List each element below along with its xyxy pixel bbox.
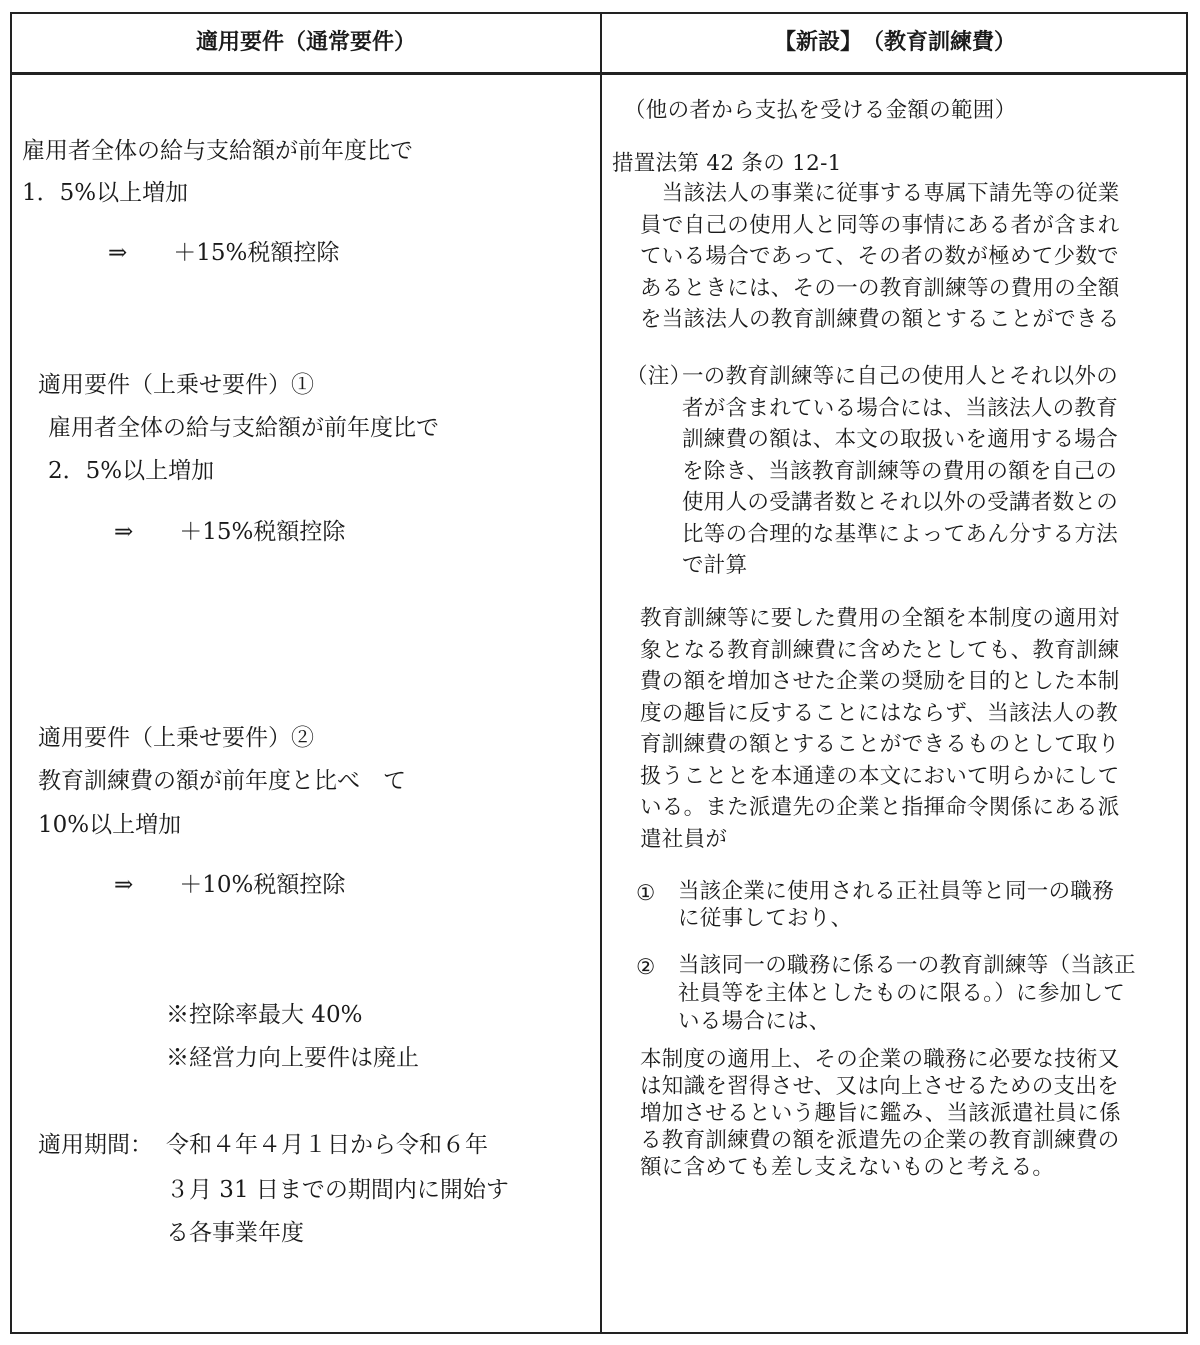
extra-req2-title: 適用要件（上乗せ要件）② bbox=[38, 725, 314, 751]
period-line3: る各事業年度 bbox=[166, 1220, 304, 1246]
text-line: 使用人の受講者数とそれ以外の受講者数との bbox=[682, 490, 1119, 515]
item2-text bbox=[678, 952, 1136, 1036]
extra-req2-line1: 教育訓練費の額が前年度と比べ て bbox=[38, 768, 406, 794]
column-divider bbox=[600, 14, 602, 1332]
note-body bbox=[682, 361, 1118, 582]
paragraph-dispatched-workers bbox=[640, 603, 1120, 855]
extra-req1-result: ⇒ ＋15%税額控除 bbox=[114, 519, 346, 545]
header-divider bbox=[12, 72, 1186, 75]
left-column-header: 適用要件（通常要件） bbox=[195, 30, 416, 55]
text-line: で計算 bbox=[682, 553, 748, 578]
text-line: 扱うこととを本通達の本文において明らかにして bbox=[640, 763, 1120, 789]
text-line: 当該法人の事業に従事する専属下請先等の従業 bbox=[640, 181, 1120, 206]
text-line: 当該企業に使用される正社員等と同一の職務 bbox=[678, 879, 1115, 904]
text-line: 度の趣旨に反することにはならず、当該法人の教 bbox=[640, 700, 1118, 726]
text-line: 比等の合理的な基準によってあん分する方法 bbox=[682, 521, 1119, 547]
period-line1: 令和４年４月１日から令和６年 bbox=[166, 1132, 488, 1158]
normal-req-line2: 1．5%以上増加 bbox=[22, 180, 189, 206]
text-line: 遣社員が bbox=[640, 826, 728, 852]
period-line2: ３月 31 日までの期間内に開始す bbox=[166, 1177, 509, 1203]
text-line: を除き、当該教育訓練等の費用の額を自己の bbox=[682, 458, 1118, 484]
paragraph-conclusion bbox=[640, 1046, 1121, 1181]
text-line: あるときには、その一の教育訓練等の費用の全額 bbox=[640, 275, 1120, 301]
extra-req1-title: 適用要件（上乗せ要件）① bbox=[38, 372, 314, 398]
text-line: 員で自己の使用人と同等の事情にある者が含まれ bbox=[640, 212, 1120, 238]
text-line: 社員等を主体としたものに限る。）に参加して bbox=[678, 981, 1126, 1006]
paragraph-subcontractors bbox=[640, 178, 1120, 336]
text-line: を当該法人の教育訓練費の額とすることができる bbox=[640, 307, 1120, 332]
text-line: ている場合であって、その者の数が極めて少数で bbox=[640, 244, 1119, 269]
text-line: 当該同一の職務に係る一の教育訓練等（当該正 bbox=[678, 953, 1136, 978]
item1-text bbox=[678, 878, 1114, 932]
right-column-header: 【新設】 （教育訓練費） bbox=[773, 30, 1016, 55]
law-reference: 措置法第 42 条の 12-1 bbox=[612, 151, 842, 176]
text-line: いる場合には、 bbox=[678, 1009, 831, 1034]
extra-req2-result: ⇒ ＋10%税額控除 bbox=[114, 872, 346, 898]
item2-marker: ② bbox=[636, 955, 656, 980]
text-line: 象となる教育訓練費に含めたとしても、教育訓練 bbox=[640, 637, 1120, 663]
note-label: （注） bbox=[626, 364, 692, 389]
note-abolished: ※経営力向上要件は廃止 bbox=[166, 1045, 419, 1071]
extra-req2-line2: 10%以上増加 bbox=[38, 812, 182, 838]
period-label: 適用期間： bbox=[38, 1132, 153, 1158]
text-line: 額に含めても差し支えないものと考える。 bbox=[640, 1155, 1055, 1180]
note-max-rate: ※控除率最大 40% bbox=[166, 1002, 363, 1028]
text-line: 一の教育訓練等に自己の使用人とそれ以外の bbox=[682, 364, 1119, 389]
text-line: 訓練費の額は、本文の取扱いを適用する場合 bbox=[682, 427, 1119, 452]
extra-req1-line1: 雇用者全体の給与支給額が前年度比で bbox=[48, 415, 439, 441]
extra-req1-line2: 2．5%以上増加 bbox=[48, 458, 215, 484]
normal-req-line1: 雇用者全体の給与支給額が前年度比で bbox=[22, 138, 413, 164]
text-line: 本制度の適用上、その企業の職務に必要な技術又 bbox=[640, 1047, 1120, 1072]
text-line: る教育訓練費の額を派遣先の企業の教育訓練費の bbox=[640, 1128, 1120, 1153]
text-line: いる。また派遣先の企業と指揮命令関係にある派 bbox=[640, 795, 1120, 820]
text-line: 費の額を増加させた企業の奨励を目的とした本制 bbox=[640, 669, 1120, 694]
item1-marker: ① bbox=[636, 881, 656, 906]
text-line: に従事しており、 bbox=[678, 906, 853, 931]
text-line: 育訓練費の額とすることができるものとして取り bbox=[640, 732, 1120, 757]
normal-req-result: ⇒ ＋15%税額控除 bbox=[108, 240, 340, 266]
scope-heading: （他の者から支払を受ける金額の範囲） bbox=[624, 98, 1017, 123]
text-line: は知識を習得させ、又は向上させるための支出を bbox=[640, 1074, 1119, 1099]
text-line: 者が含まれている場合には、当該法人の教育 bbox=[682, 395, 1119, 421]
text-line: 教育訓練等に要した費用の全額を本制度の適用対 bbox=[640, 606, 1120, 631]
text-line: 増加させるという趣旨に鑑み、当該派遣社員に係 bbox=[640, 1101, 1121, 1126]
